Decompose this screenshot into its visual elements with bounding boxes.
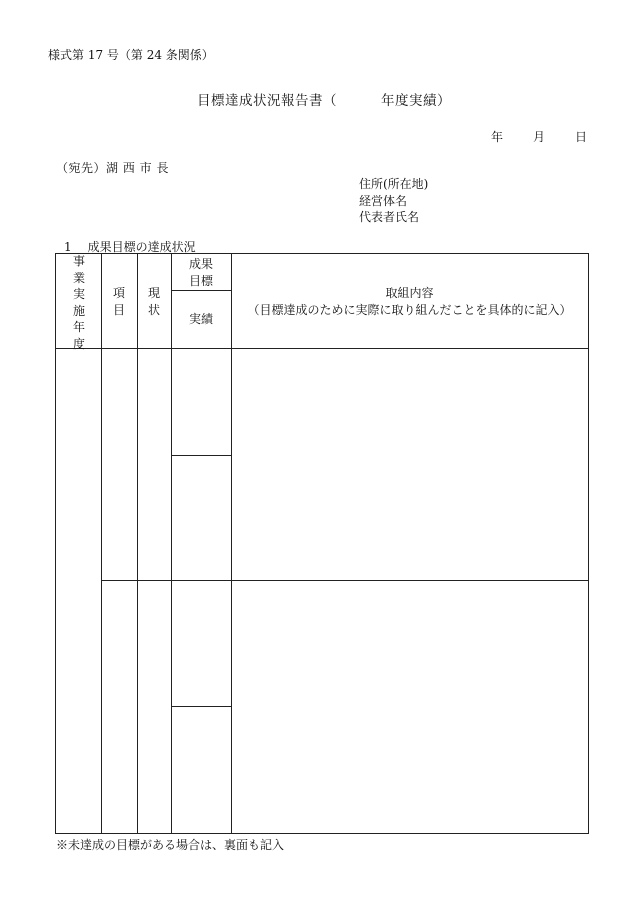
header-goal-text: 成果目標: [188, 257, 213, 288]
header-result: 実績: [188, 312, 213, 326]
date-day-label: 日: [575, 130, 588, 144]
title-prefix: 目標達成状況報告書（: [197, 93, 337, 109]
header-effort-title: 取組内容: [385, 286, 434, 300]
section-title: 成果目標の達成状況: [87, 240, 196, 254]
row2-goal-cell[interactable]: [172, 581, 231, 706]
applicant-address-label: 住所(所在地): [359, 177, 429, 191]
header-effort: [231, 285, 588, 318]
header-item: [101, 285, 137, 318]
cell-year[interactable]: [56, 349, 101, 833]
applicant-name-label: 経営体名: [359, 194, 408, 208]
title-suffix: 年度実績）: [381, 93, 451, 109]
row1-goal-cell[interactable]: [172, 349, 231, 455]
header-goal: [171, 256, 231, 289]
row2-current-cell[interactable]: [138, 581, 171, 833]
date-year-label: 年: [491, 130, 504, 144]
footnote: ※未達成の目標がある場合は、裏面も記入: [56, 838, 285, 852]
header-current-text: 現状: [147, 286, 160, 317]
header-item-text: 項目: [112, 286, 125, 317]
row2-result-cell[interactable]: [172, 707, 231, 833]
row1-result-cell[interactable]: [172, 456, 231, 580]
row1-current-cell[interactable]: [138, 349, 171, 580]
addressee: （宛先）湖 西 市 長: [56, 161, 169, 175]
row2-effort-cell[interactable]: [232, 581, 588, 833]
date-month-label: 月: [533, 130, 546, 144]
header-year: 事業実施年度: [72, 254, 85, 351]
row1-effort-cell[interactable]: [232, 349, 588, 580]
row2-item-cell[interactable]: [102, 581, 137, 833]
header-current: [137, 285, 171, 318]
header-effort-note: （目標達成のために実際に取り組んだことを具体的に記入）: [247, 302, 572, 317]
form-number: 様式第 17 号（第 24 条関係）: [48, 48, 214, 62]
row1-item-cell[interactable]: [102, 349, 137, 580]
applicant-representative-label: 代表者氏名: [359, 210, 420, 224]
section-number: 1: [64, 240, 72, 254]
